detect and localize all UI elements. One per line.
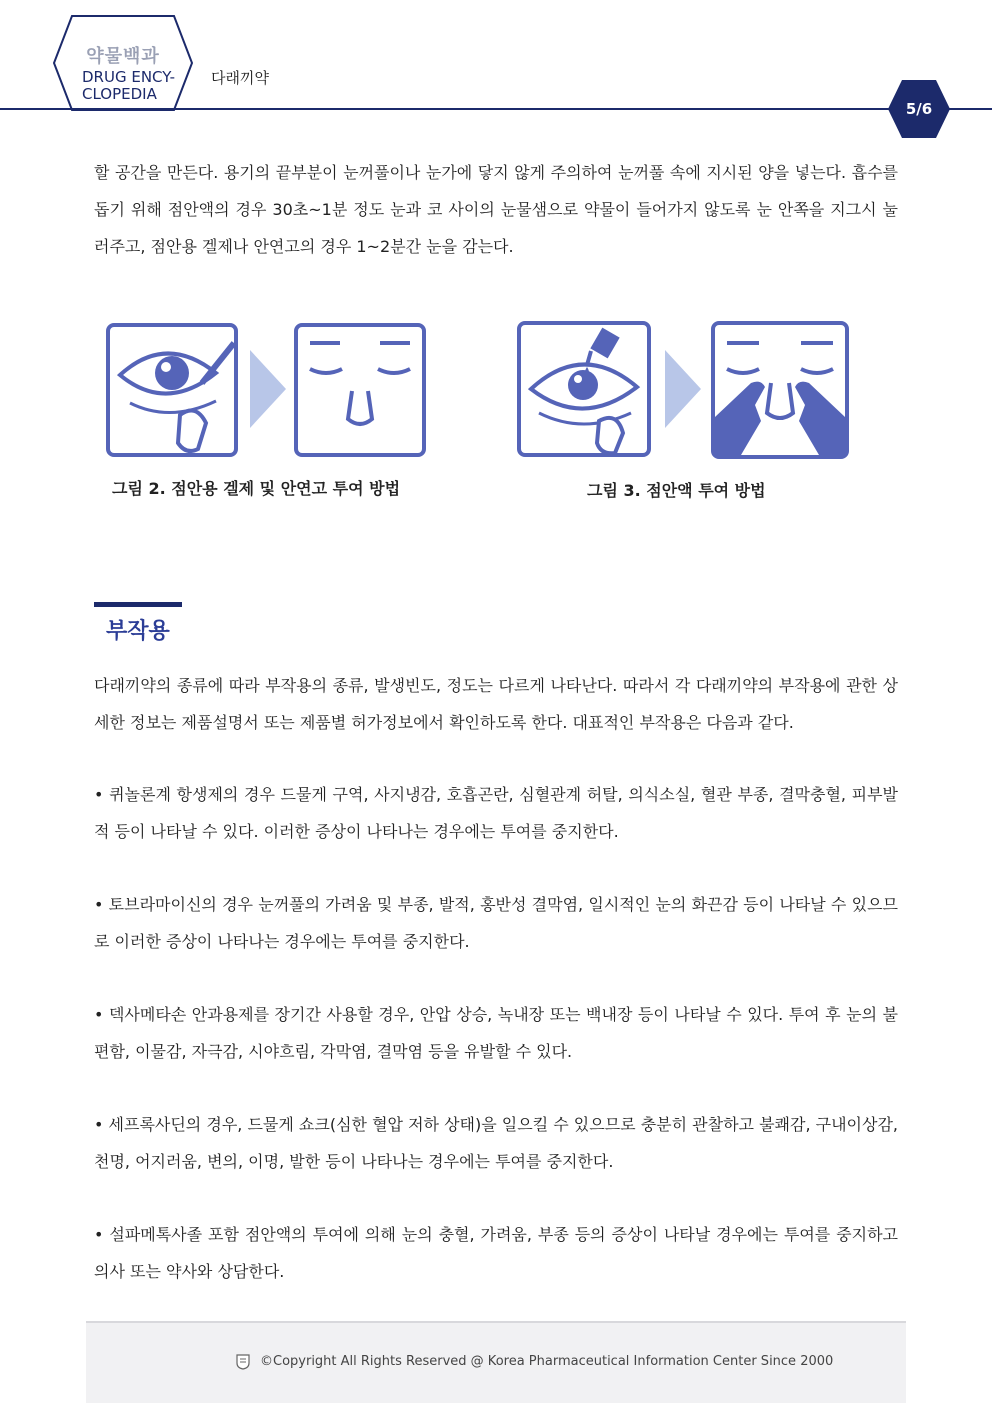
figure-3-caption: 그림 3. 점안액 투여 방법: [587, 481, 766, 500]
page-number: 5/6: [905, 100, 933, 118]
section-title: 부작용: [106, 619, 170, 644]
logo: [52, 14, 194, 112]
section-intro-paragraph: 다래끼약의 종류에 따라 부작용의 종류, 발생빈도, 정도는 다르게 나타난다. 따라서 각 다래끼약의 부작용에 관한 상세한 정보는 제품설명서 또는 제품별 허가정보에서 확인하도록 한다. 대표적인 부작용은 다음과 같다.: [94, 676, 898, 732]
closed-eyes-face-illustration: [294, 323, 426, 457]
list-item: • 퀴놀론계 항생제의 경우 드물게 구역, 사지냉감, 호흡곤란, 심혈관계 허탈, 의식소실, 혈관 부종, 결막충혈, 피부발적 등이 나타날 수 있다. 이러한 증상이 나타나는 경우에는 투여를 중지한다.: [94, 785, 898, 841]
shield-emblem-icon: [236, 1354, 250, 1370]
logo-korean-text: 약물백과: [86, 46, 160, 67]
eye-drop-illustration: [517, 321, 651, 457]
pressing-tear-duct-illustration: [711, 321, 849, 459]
logo-english-line1: DRUG ENCY-: [82, 68, 176, 86]
list-item: • 토브라마이신의 경우 눈꺼풀의 가려움 및 부종, 발적, 홍반성 결막염, 일시적인 눈의 화끈감 등이 나타날 수 있으므로 이러한 증상이 나타나는 경우에는 투여를 중지한다.: [94, 895, 898, 951]
list-item: • 덱사메타손 안과용제를 장기간 사용할 경우, 안압 상승, 녹내장 또는 백내장 등이 나타날 수 있다. 투여 후 눈의 불편함, 이물감, 자극감, 시야흐림, 각막염, 결막염 등을 유발할 수 있다.: [94, 1005, 898, 1061]
logo-english-line2: CLOPEDIA: [82, 85, 157, 103]
list-item: • 설파메톡사졸 포함 점안액의 투여에 의해 눈의 충혈, 가려움, 부종 등의 증상이 나타날 경우에는 투여를 중지하고 의사 또는 약사와 상담한다.: [94, 1225, 898, 1281]
arrow-right-icon: [250, 350, 286, 428]
document-title: 다래끼약: [211, 69, 269, 87]
figure-2-caption: 그림 2. 점안용 겔제 및 안연고 투여 방법: [112, 479, 401, 498]
arrow-right-icon: [665, 350, 701, 428]
intro-paragraph: 할 공간을 만든다. 용기의 끝부분이 눈꺼풀이나 눈가에 닿지 않게 주의하여 눈꺼풀 속에 지시된 양을 넣는다. 흡수를 돕기 위해 점안액의 경우 30초~1분 정도 눈과 코 사이의 눈물샘으로 약물이 들어가지 않도록 눈 안쪽을 지그시 눌러주고, 점안용 겔제나 안연고의 경우 1~2분간 눈을 감는다.: [94, 163, 898, 256]
list-item: • 세프록사딘의 경우, 드물게 쇼크(심한 혈압 저하 상태)을 일으킬 수 있으므로 충분히 관찰하고 불쾌감, 구내이상감, 천명, 어지러움, 변의, 이명, 발한 등이 나타나는 경우에는 투여를 중지한다.: [94, 1115, 898, 1171]
eye-ointment-illustration: [106, 323, 238, 457]
footer-copyright: ©Copyright All Rights Reserved @ Korea Pharmaceutical Information Center Since 2000: [260, 1354, 834, 1369]
page-number-badge: [888, 80, 950, 138]
logo-english-text: [82, 69, 175, 103]
header-divider: [0, 108, 992, 110]
section-title-bar: [94, 602, 182, 607]
